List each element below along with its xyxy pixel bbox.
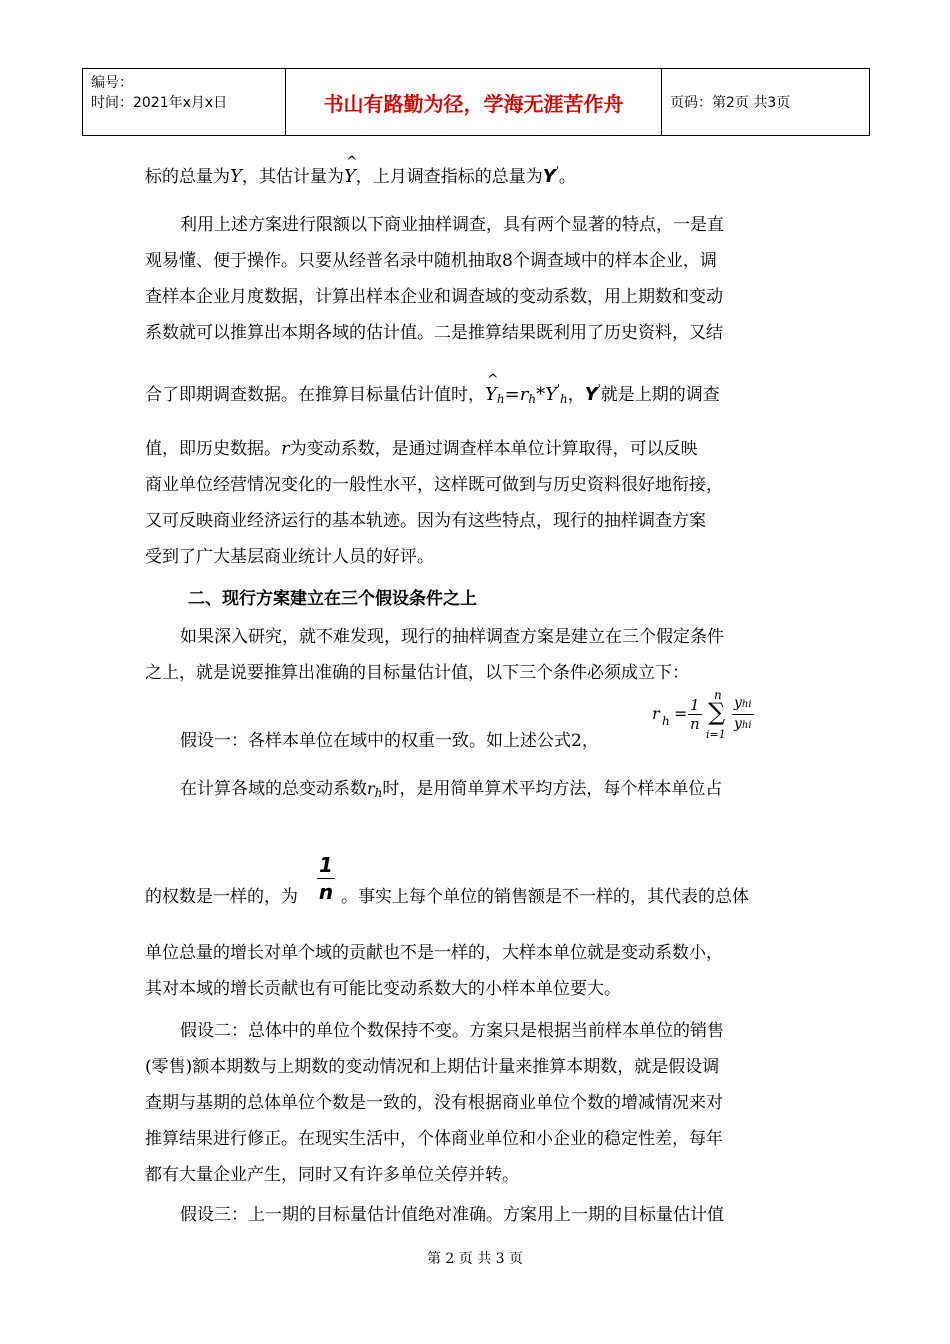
page-header <box>82 68 870 136</box>
paragraph-line: 推算结果进行修正。在现实生活中，个体商业单位和小企业的稳定性差，每年 <box>145 1129 723 1149</box>
text-line: 标的总量为Y，其估计量为^ Y，上月调查指标的总量为Y'。 <box>145 162 815 187</box>
header-code: 编号： <box>91 75 133 91</box>
paragraph-line: 单位总量的增长对单个域的贡献也不是一样的，大样本单位就是变动系数小， <box>145 943 723 963</box>
assumption-line: 假设二：总体中的单位个数保持不变。方案只是根据当前样本单位的销售 <box>180 1021 724 1041</box>
math-Y-hat: ^ Y <box>344 166 356 187</box>
header-date: 时间：2021年x月x日 <box>91 95 228 111</box>
assumption-line: 假设一：各样本单位在域中的权重一致。如上述公式2， <box>180 731 599 751</box>
paragraph-line: 如果深入研究，就不难发现，现行的抽样调查方案是建立在三个假定条件 <box>180 627 724 647</box>
paragraph-line: 查期与基期的总体单位个数是一致的，没有根据商业单位个数的增减情况来对 <box>145 1093 723 1113</box>
formula-r-h: r h = $\frac{1}{n}$ n ∑ i=1 yhi yhi <box>652 688 752 741</box>
page-footer: 第 2 页 共 3 页 <box>426 1251 524 1267</box>
fraction-1-over-n: $\frac{1}{n}$ <box>318 853 334 904</box>
paragraph-line: 都有大量企业产生，同时又有许多单位关停并转。 <box>145 1165 519 1185</box>
assumption-line: 假设三：上一期的目标量估计值绝对准确。方案用上一期的目标量估计值 <box>180 1205 724 1225</box>
paragraph-line: 又可反映商业经济运行的基本轨迹。因为有这些特点，现行的抽样调查方案 <box>145 511 706 531</box>
paragraph-line: (零售)额本期数与上期数的变动情况和上期估计量来推算本期数，就是假设调 <box>145 1057 720 1077</box>
sum-symbol: ∑ <box>708 698 726 726</box>
math-Y-hat-h: ^ Y <box>485 384 497 405</box>
assumption-line: 的权数是一样的，为 $\frac{1}{n}$ 。事实上每个单位的销售额是不一样的，其代表的总体 <box>145 853 749 907</box>
paragraph-line: 系数就可以推算出本期各域的估计值。二是推算结果既利用了历史资料，又结 <box>145 323 723 343</box>
paragraph-line: 其对本域的增长贡献也有可能比变动系数大的小样本单位要大。 <box>145 979 621 999</box>
header-motto: 书山有路勤为径，学海无涯苦作舟 <box>286 69 662 135</box>
header-info-cell <box>83 69 286 135</box>
paragraph-line-formula: 合了即期调查数据。在推算目标量估计值时，^ $Y_h=r_h*Y'_h$，Y'就是上期的调查 <box>145 380 815 406</box>
paragraph-line: 受到了广大基层商业统计人员的好评。 <box>145 547 434 567</box>
paragraph-line: 之上，就是说要推算出准确的目标量估计值，以下三个条件必须成立下： <box>145 663 689 683</box>
math-Y: Y <box>230 166 242 187</box>
section-heading: 二、现行方案建立在三个假设条件之上 <box>188 589 477 609</box>
math-Y-prime: Y <box>542 166 556 187</box>
paragraph-line: 查样本企业月度数据，计算出样本企业和调查域的变动系数，用上期数和变动 <box>145 287 723 307</box>
paragraph-line: 值，即历史数据。r为变动系数，是通过调查样本单位计算取得，可以反映 <box>145 438 698 459</box>
paragraph-line: 观易懂、便于操作。只要从经普名录中随机抽取8个调查域中的样本企业，调 <box>145 251 717 271</box>
assumption-line: 在计算各域的总变动系数$r_h$时，是用简单算术平均方法，每个样本单位占 <box>180 779 723 800</box>
paragraph-line: 商业单位经营情况变化的一般性水平，这样既可做到与历史资料很好地衔接， <box>145 475 723 495</box>
header-page-info: 页码：第2页 共3页 <box>670 95 791 111</box>
paragraph-line: 利用上述方案进行限额以下商业抽样调查，具有两个显著的特点，一是直 <box>180 215 724 235</box>
